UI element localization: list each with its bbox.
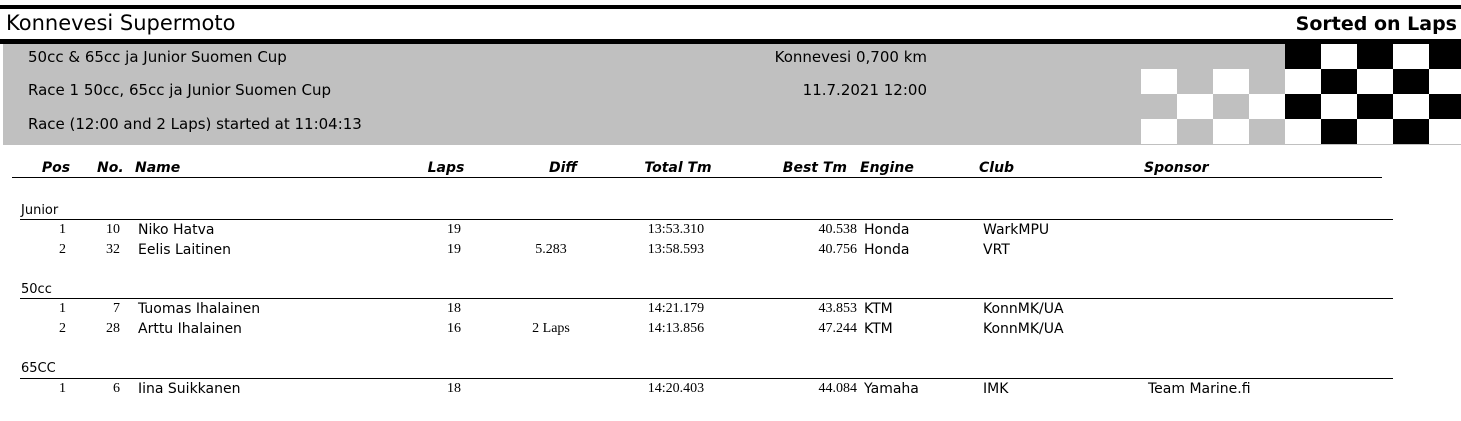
col-header-laps: Laps xyxy=(427,160,465,176)
cell-name: Arttu Ihalainen xyxy=(138,321,242,337)
cell-no: 7 xyxy=(113,301,120,316)
cell-club: WarkMPU xyxy=(983,222,1050,238)
col-header-no: No. xyxy=(97,160,124,176)
col-header-sponsor: Sponsor xyxy=(1144,160,1209,176)
col-header-engine: Engine xyxy=(860,160,914,176)
cell-laps: 19 xyxy=(447,242,461,257)
cell-diff: 2 Laps xyxy=(532,321,570,336)
group-label-65cc: 65CC xyxy=(21,361,56,376)
cell-total: 14:21.179 xyxy=(647,301,705,316)
col-header-best: Best Tm xyxy=(782,160,847,176)
cell-engine: KTM xyxy=(864,321,893,337)
cell-total: 13:53.310 xyxy=(647,222,705,237)
header-rule xyxy=(12,177,1382,178)
cell-no: 32 xyxy=(106,242,120,257)
cell-best: 43.853 xyxy=(818,301,857,316)
race-name: Race 1 50cc, 65cc ja Junior Suomen Cup xyxy=(28,81,331,99)
cell-pos: 2 xyxy=(59,321,66,336)
cell-pos: 1 xyxy=(59,222,66,237)
cell-total: 14:13.856 xyxy=(647,321,705,336)
cell-name: Iina Suikkanen xyxy=(138,381,241,397)
cell-engine: Honda xyxy=(864,222,910,238)
group-rule xyxy=(20,219,1393,220)
cell-club: VRT xyxy=(983,242,1010,258)
col-header-pos: Pos xyxy=(41,160,71,176)
cell-laps: 18 xyxy=(447,301,461,316)
cell-pos: 2 xyxy=(59,242,66,257)
cell-total: 14:20.403 xyxy=(647,381,705,396)
cell-club: KonnMK/UA xyxy=(983,321,1064,337)
cell-laps: 16 xyxy=(447,321,461,336)
race-datetime: 11.7.2021 12:00 xyxy=(802,81,927,99)
col-header-diff: Diff xyxy=(548,160,578,176)
cell-no: 28 xyxy=(106,321,120,336)
cell-name: Tuomas Ihalainen xyxy=(138,301,261,317)
cell-sponsor: Team Marine.fi xyxy=(1148,381,1251,397)
cell-engine: Yamaha xyxy=(864,381,919,397)
group-label-50cc: 50cc xyxy=(21,282,52,297)
cell-club: IMK xyxy=(983,381,1009,397)
cell-total: 13:58.593 xyxy=(647,242,705,257)
cell-laps: 18 xyxy=(447,381,461,396)
cell-name: Niko Hatva xyxy=(138,222,215,238)
event-name: 50cc & 65cc ja Junior Suomen Cup xyxy=(28,48,287,66)
col-header-name: Name xyxy=(135,160,181,176)
cell-club: KonnMK/UA xyxy=(983,301,1064,317)
cell-laps: 19 xyxy=(447,222,461,237)
group-rule xyxy=(20,298,1393,299)
cell-best: 44.084 xyxy=(818,381,857,396)
group-rule xyxy=(20,378,1393,379)
cell-pos: 1 xyxy=(59,381,66,396)
sorted-label: Sorted on Laps xyxy=(1295,13,1457,35)
cell-best: 40.756 xyxy=(818,242,857,257)
cell-no: 6 xyxy=(113,381,120,396)
cell-name: Eelis Laitinen xyxy=(138,242,231,258)
cell-diff: 5.283 xyxy=(535,242,567,257)
race-start: Race (12:00 and 2 Laps) started at 11:04:13 xyxy=(28,115,362,133)
cell-no: 10 xyxy=(106,222,120,237)
cell-pos: 1 xyxy=(59,301,66,316)
track-info: Konnevesi 0,700 km xyxy=(774,48,927,66)
cell-best: 40.538 xyxy=(818,222,857,237)
page-title: Konnevesi Supermoto xyxy=(6,11,236,35)
col-header-club: Club xyxy=(979,160,1015,176)
cell-engine: KTM xyxy=(864,301,893,317)
race-info-band xyxy=(3,44,1461,145)
col-header-total: Total Tm xyxy=(644,160,712,176)
cell-best: 47.244 xyxy=(818,321,857,336)
cell-engine: Honda xyxy=(864,242,910,258)
group-label-junior: Junior xyxy=(21,203,59,218)
